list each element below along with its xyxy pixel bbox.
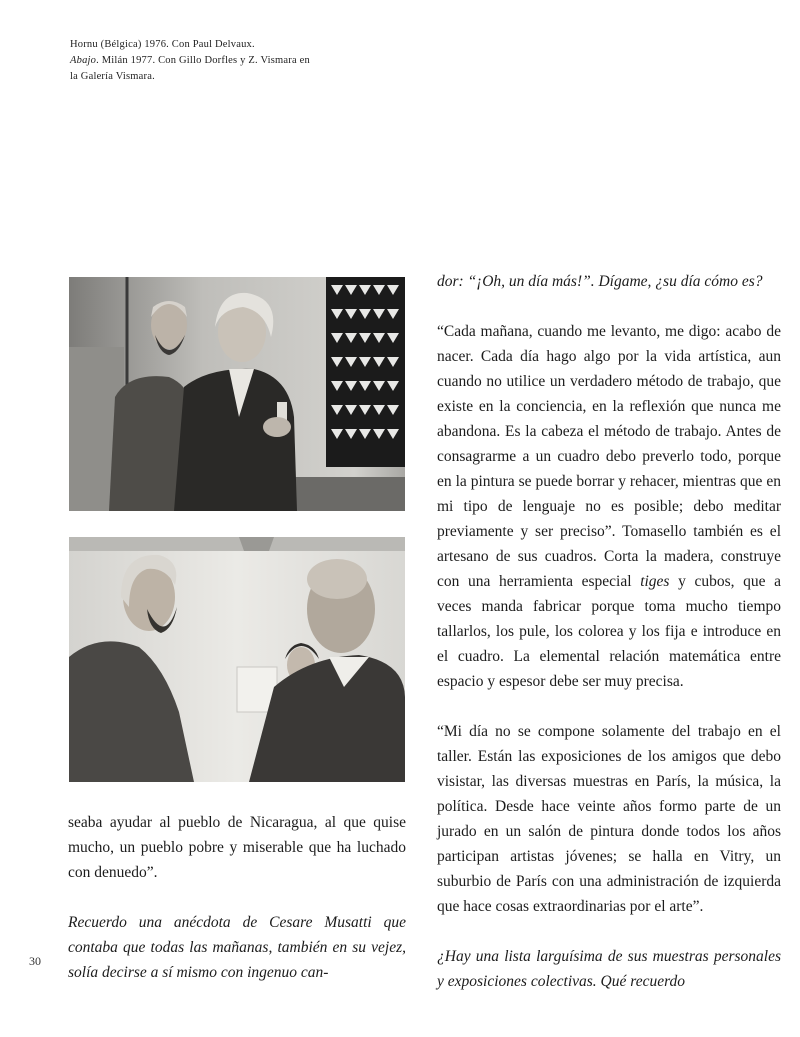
- answer-paragraph-1: [437, 319, 781, 694]
- left-paragraph-1: seaba ayudar al pueblo de Nicaragua, al que quise mucho, un pueblo pobre y miserable que ha luchado con denuedo”.: [68, 814, 406, 881]
- caption-line-2-text: . Milán 1977. Con Gillo Dorfles y Z. Vismara en la Galería Vismara.: [70, 55, 310, 82]
- photo-hornu-image: [69, 277, 405, 511]
- answer-1-text-a: “Cada mañana, cuando me levanto, me digo: acabo de nacer. Cada día hago algo por la vida artística, aun cuando no utilice un verdadero método de trabajo, que existe en la conciencia, en la reflexión que nunca me abandona. Es la cabeza el método de trabajo. Antes de consagrarme a un cuadro debo preverlo todo, porque en la pintura se puede borrar y rehacer, mientras que en mi tipo de lenguaje no es posible; debo meditar previamente y ser preciso”. Tomasello también es el artesano de sus cuadros. Corta la madera, construye con una herramienta especial: [437, 323, 781, 590]
- caption-line-1: Hornu (Bélgica) 1976. Con Paul Delvaux.: [70, 39, 255, 50]
- photo-caption: [70, 37, 310, 85]
- answer-paragraph-2: “Mi día no se compone solamente del trabajo en el taller. Están las exposiciones de los amigos que debo visistar, las diversas muestras en París, la música, la política. Desde hace veinte años formo parte de un jurado en un salón de pintura donde todos los años participan artistas jóvenes; se halla en Vitry, un suburbio de París con una administración de izquierda que hace cosas extraordinarias por el arte”.: [437, 723, 781, 915]
- caption-abajo: Abajo: [70, 55, 97, 66]
- page-number: 30: [29, 954, 41, 968]
- caption-line-2: [70, 53, 310, 85]
- photo-hornu-1976: [69, 277, 405, 511]
- photo-milan-image: [69, 537, 405, 782]
- right-text-column: [437, 269, 781, 1019]
- answer-1-text-b: y cubos, que a veces manda fabricar porque toma mucho tiempo tallarlos, los pule, los colorea y los fija e introduce en el cuadro. La elemental relación matemática entre espacio y espesor debe ser muy precisa.: [437, 573, 782, 690]
- interview-question-1-continued: dor: “¡Oh, un día más!”. Dígame, ¿su día cómo es?: [437, 273, 763, 290]
- interview-question-1: Recuerdo una anécdota de Cesare Musatti que contaba que todas las mañanas, también en su vejez, solía decirse a sí mismo con ingenuo can-: [68, 914, 406, 981]
- photo-milan-1977: [69, 537, 405, 782]
- interview-question-2: ¿Hay una lista larguísima de sus muestras personales y exposiciones colectivas. Qué recuerdo: [437, 948, 781, 990]
- answer-1-italic-tiges: tiges: [640, 573, 670, 590]
- left-text-column: [68, 810, 406, 1010]
